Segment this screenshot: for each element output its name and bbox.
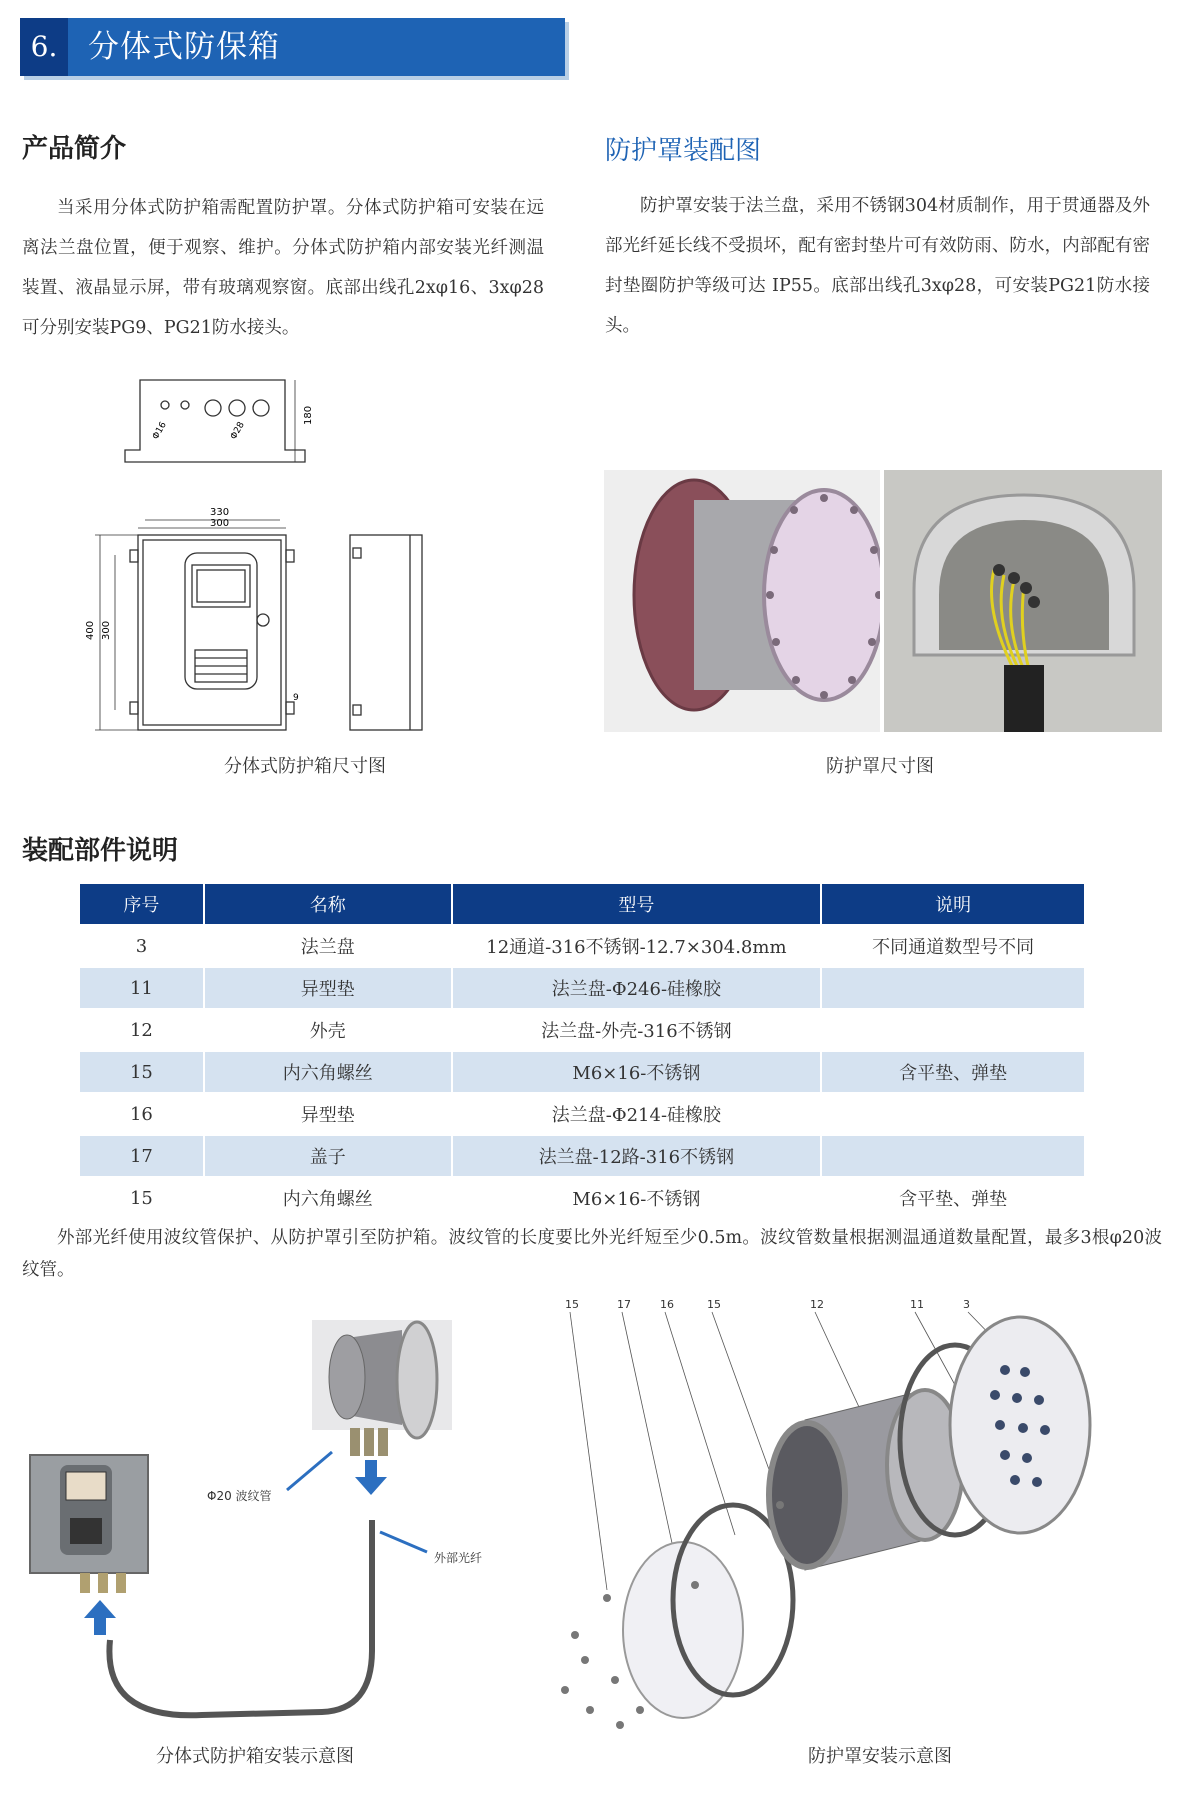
cover-render-image xyxy=(604,470,880,732)
cell: M6×16-不锈钢 xyxy=(452,1051,822,1093)
exploded-caption: 防护罩安装示意图 xyxy=(808,1746,952,1767)
dim-330-label: 330 xyxy=(210,507,230,518)
part-label: 15 xyxy=(707,1300,721,1311)
fiber-label: 外部光纤 xyxy=(434,1551,483,1565)
install-caption: 分体式防护箱安装示意图 xyxy=(156,1746,354,1767)
dim-phi28-label: Φ28 xyxy=(228,420,247,442)
cell: 法兰盘 xyxy=(204,925,452,967)
dim-phi16-label: Φ16 xyxy=(150,420,169,442)
parts-title: 装配部件说明 xyxy=(22,836,179,866)
cell: 法兰盘-外壳-316不锈钢 xyxy=(452,1009,822,1051)
parts-table xyxy=(80,884,1086,1220)
conduit-label: Φ20 波纹管 xyxy=(207,1489,272,1503)
section-banner xyxy=(20,18,565,76)
conduit-note: 外部光纤使用波纹管保护、从防护罩引至防护箱。波纹管的长度要比外光纤短至少0.5m。波纹管数量根据测温通道数量配置，最多3根φ20波纹管。 xyxy=(22,1228,1162,1280)
cell: 15 xyxy=(80,1177,204,1219)
header-cell-note: 说明 xyxy=(821,884,1085,925)
section-number: 6. xyxy=(20,18,68,76)
part-label: 3 xyxy=(963,1300,970,1311)
cell xyxy=(821,1093,1085,1135)
header-cell-index: 序号 xyxy=(80,884,204,925)
intro-title: 产品简介 xyxy=(22,134,127,164)
cell xyxy=(821,967,1085,1009)
cell: M6×16-不锈钢 xyxy=(452,1177,822,1219)
cell: 含平垫、弹垫 xyxy=(821,1051,1085,1093)
cell: 12 xyxy=(80,1009,204,1051)
part-label: 11 xyxy=(910,1300,924,1311)
dim-300v-label: 300 xyxy=(101,620,112,640)
part-label: 15 xyxy=(565,1300,579,1311)
drawing-caption: 分体式防护箱尺寸图 xyxy=(224,756,386,777)
table-header-row xyxy=(80,884,1085,925)
cell: 12通道-316不锈钢-12.7×304.8mm xyxy=(452,925,822,967)
assembly-title: 防护罩装配图 xyxy=(605,136,762,166)
cell: 异型垫 xyxy=(204,1093,452,1135)
cell: 内六角螺丝 xyxy=(204,1177,452,1219)
cell: 异型垫 xyxy=(204,967,452,1009)
table-row xyxy=(80,967,1085,1009)
cell: 17 xyxy=(80,1135,204,1177)
cell: 11 xyxy=(80,967,204,1009)
cell: 法兰盘-12路-316不锈钢 xyxy=(452,1135,822,1177)
part-label: 16 xyxy=(660,1300,674,1311)
table-row xyxy=(80,1093,1085,1135)
cell: 16 xyxy=(80,1093,204,1135)
part-label: 17 xyxy=(617,1300,631,1311)
table-row xyxy=(80,1009,1085,1051)
cell: 含平垫、弹垫 xyxy=(821,1177,1085,1219)
dim-180-label: 180 xyxy=(303,405,314,425)
dimension-drawing xyxy=(85,370,485,740)
cell: 法兰盘-Φ214-硅橡胶 xyxy=(452,1093,822,1135)
table-row xyxy=(80,1051,1085,1093)
cell: 内六角螺丝 xyxy=(204,1051,452,1093)
cover-caption: 防护罩尺寸图 xyxy=(826,756,934,777)
cell: 3 xyxy=(80,925,204,967)
cover-photo-image xyxy=(884,470,1162,732)
cell: 不同通道数型号不同 xyxy=(821,925,1085,967)
table-row xyxy=(80,1135,1085,1177)
part-label: 12 xyxy=(810,1300,824,1311)
cell: 外壳 xyxy=(204,1009,452,1051)
cell: 法兰盘-Φ246-硅橡胶 xyxy=(452,967,822,1009)
intro-paragraph: 当采用分体式防护箱需配置防护罩。分体式防护箱可安装在远离法兰盘位置，便于观察、维护。分体式防护箱内部安装光纤测温装置、液晶显示屏，带有玻璃观察窗。底部出线孔2xφ16、3xφ28可分别安装PG9、PG21防水接头。 xyxy=(22,198,544,338)
section-title: 分体式防保箱 xyxy=(88,29,280,65)
table-row xyxy=(80,1177,1085,1219)
cell xyxy=(821,1009,1085,1051)
assembly-paragraph: 防护罩安装于法兰盘，采用不锈钢304材质制作，用于贯通器及外部光纤延长线不受损坏，配有密封垫片可有效防雨、防水，内部配有密封垫圈防护等级可达 IP55。底部出线孔3xφ28，可安装PG21防水接头。 xyxy=(605,196,1150,336)
header-cell-name: 名称 xyxy=(204,884,452,925)
dim-9-label: 9 xyxy=(293,693,299,703)
dim-400-label: 400 xyxy=(85,620,96,640)
cell: 盖子 xyxy=(204,1135,452,1177)
dim-300-label: 300 xyxy=(210,518,230,529)
cell: 15 xyxy=(80,1051,204,1093)
install-diagram xyxy=(22,1300,542,1730)
header-cell-model: 型号 xyxy=(452,884,822,925)
table-row xyxy=(80,925,1085,967)
exploded-diagram xyxy=(545,1300,1175,1740)
cell xyxy=(821,1135,1085,1177)
